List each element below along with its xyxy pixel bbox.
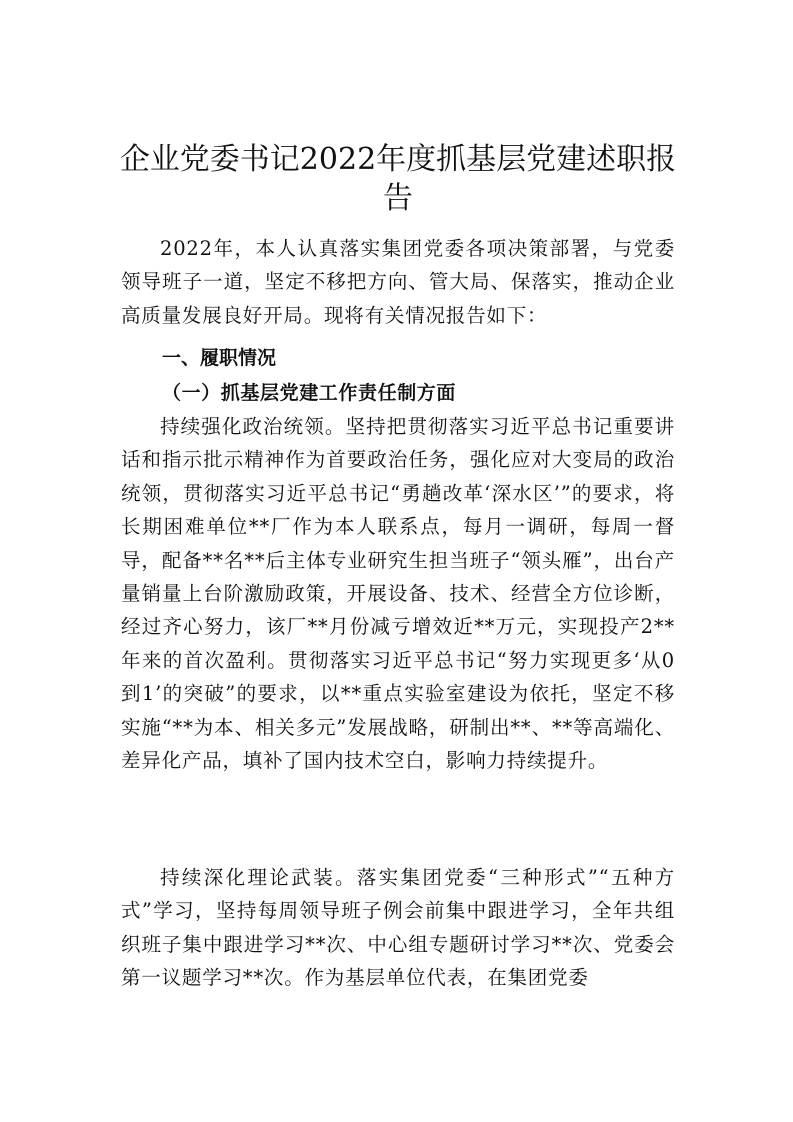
document-title: 企业党委书记2022年度抓基层党建述职报告 bbox=[119, 142, 677, 216]
paragraph-political-leadership: 持续强化政治统领。坚持把贯彻落实习近平总书记重要讲话和指示批示精神作为首要政治任务，强化应对大变局的政治统领，贯彻落实习近平总书记“勇趟改革‘深水区’”的要求，将长期困难单位**厂作为本人联系点，每月一调研，每周一督导，配备**名**后主体专业研究生担当班子“领头雁”，出台产量销量上台阶激励政策，开展设备、技术、经营全方位诊断，经过齐心努力，该厂**月份减亏增效近**万元，实现投产2**年来的首次盈利。贯彻落实习近平总书记“努力实现更多‘从0到1’的突破”的要求，以**重点实验室建设为依托，坚定不移实施“**为本、相关多元”发展战略，研制出**、**等高端化、差异化产品，填补了国内技术空白，影响力持续提升。 bbox=[121, 415, 675, 773]
section-heading-performance: 一、履职情况 bbox=[162, 347, 277, 369]
intro-paragraph: 2022年，本人认真落实集团党委各项决策部署，与党委领导班子一道，坚定不移把方向、管大局、保落实，推动企业高质量发展良好开局。现将有关情况报告如下： bbox=[121, 237, 675, 327]
subsection-heading-responsibility: （一）抓基层党建工作责任制方面 bbox=[162, 382, 457, 404]
paragraph-theory-study: 持续深化理论武装。落实集团党委“三种形式”“五种方式”学习，坚持每周领导班子例会前集中跟进学习，全年共组织班子集中跟进学习**次、中心组专题研讨学习**次、党委会第一议题学习**次。作为基层单位代表，在集团党委 bbox=[121, 866, 675, 990]
